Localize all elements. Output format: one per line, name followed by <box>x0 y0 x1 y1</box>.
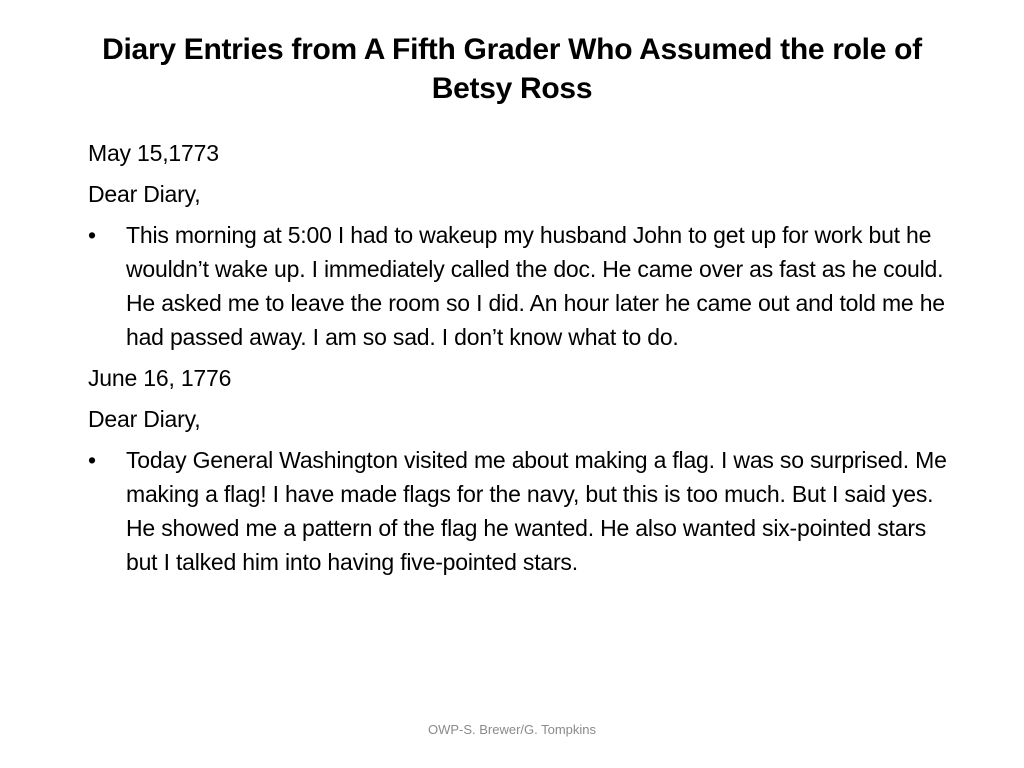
entry-2-text: Today General Washington visited me about making a flag. I was so surprised. Me making a flag! I have made flags for the navy, but this is too much. But I said yes. He showed me a pattern of the flag he wanted. He also wanted six-pointed stars but I talked him into having five-pointed stars. <box>126 447 947 575</box>
slide-title: Diary Entries from A Fifth Grader Who Assumed the role of Betsy Ross <box>102 33 922 105</box>
bullet-icon: • <box>88 447 96 473</box>
entry-2-greeting: Dear Diary, <box>88 406 201 432</box>
entry-1-bullet <box>88 218 948 354</box>
entry-2-date: June 16, 1776 <box>88 365 232 391</box>
slide-body <box>88 136 948 586</box>
entry-1-date: May 15,1773 <box>88 140 219 166</box>
entry-2-bullet <box>88 443 948 579</box>
bullet-icon: • <box>88 222 96 248</box>
slide-footer: OWP-S. Brewer/G. Tompkins <box>427 722 597 737</box>
entry-1-text: This morning at 5:00 I had to wakeup my husband John to get up for work but he wouldn’t wake up. I immediately called the doc. He came over as fast as he could. He asked me to leave the room so I did. An hour later he came out and told me he had passed away. I am so sad. I don’t know what to do. <box>126 222 945 350</box>
entry-1-greeting: Dear Diary, <box>88 181 201 207</box>
